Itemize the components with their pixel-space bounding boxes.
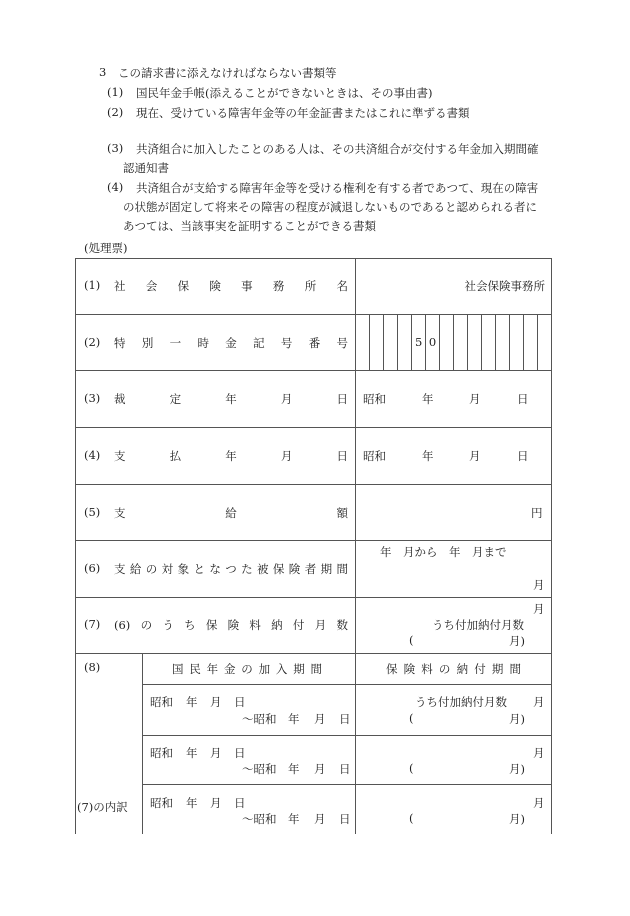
row-number: (4): [84, 448, 101, 462]
label-char: 支: [114, 506, 126, 520]
label-char: 記: [253, 336, 265, 350]
label-char: 支: [114, 562, 126, 576]
row-number: (1): [84, 278, 101, 292]
paren-close: 月): [509, 634, 525, 648]
payment-period-field[interactable]: [356, 685, 551, 735]
label-char: 一: [169, 336, 182, 350]
row-label: [114, 617, 348, 633]
label-char: 者: [304, 562, 317, 576]
row-number: (3): [84, 391, 101, 405]
label-char: 険: [288, 562, 301, 576]
paren-open: (: [409, 811, 414, 825]
item-3-text-line2: 認通知書: [123, 161, 169, 175]
digit-cell[interactable]: [440, 314, 454, 370]
label-char: 務: [272, 279, 285, 293]
to-year: 年: [288, 712, 300, 726]
label-char: 月: [314, 618, 327, 632]
label-char: 間: [336, 562, 348, 576]
item-1-text: 国民年金手帳(添えることができないときは、その事由書): [136, 86, 433, 100]
label-char: 社: [114, 279, 126, 293]
from-era: 昭和: [150, 746, 173, 760]
label-char: の: [145, 562, 158, 576]
to-day: 日: [339, 762, 351, 776]
label-char: 納: [271, 618, 283, 632]
from-month: 月: [210, 796, 222, 810]
table-left-border: [75, 258, 76, 834]
from-year: 年: [186, 695, 198, 709]
day-label: 日: [517, 392, 529, 406]
paren-open: (: [409, 711, 414, 725]
to-era: ～昭和: [242, 812, 277, 826]
label-char: 料: [249, 618, 261, 632]
from-month: 月: [210, 746, 222, 760]
label-char: 保: [272, 562, 285, 576]
header-char: の: [241, 662, 253, 676]
digit-cell[interactable]: 0: [428, 335, 437, 349]
item-3-text-line1: 共済組合に加入したことのある人は、その共済組合が交付する年金加入期間確: [136, 142, 539, 156]
digit-cell[interactable]: [481, 314, 495, 370]
header-char: 年: [206, 662, 219, 676]
label-char: 期: [320, 562, 333, 576]
label-char: の: [140, 618, 153, 632]
item-3-num: (3): [107, 141, 124, 155]
to-month: 月: [314, 812, 326, 826]
digit-cell[interactable]: [398, 314, 412, 370]
label-char: 付: [292, 618, 305, 632]
digit-cell[interactable]: [453, 314, 467, 370]
header-char: 険: [403, 662, 416, 676]
from-month: 月: [210, 695, 222, 709]
label-char: 被: [257, 562, 269, 576]
header-char: 付: [474, 662, 486, 676]
from-year: 年: [186, 746, 198, 760]
month-label: 月: [469, 392, 481, 406]
item-1-num: (1): [107, 85, 124, 99]
to-year: 年: [288, 762, 300, 776]
label-char: 日: [336, 392, 348, 406]
header-char: 納: [456, 662, 469, 676]
digit-cell[interactable]: [495, 314, 509, 370]
label-char: (6): [114, 618, 131, 632]
label-char: 保: [177, 279, 190, 293]
label-char: 支: [114, 449, 126, 463]
label-char: 保: [205, 618, 218, 632]
label-char: 名: [336, 279, 348, 293]
header-char: の: [438, 662, 451, 676]
label-char: 月: [280, 392, 293, 406]
section-heading: この請求書に添えなければならない書類等: [118, 66, 337, 80]
enrollment-period-header: [172, 661, 322, 677]
month-unit: 月: [533, 602, 545, 616]
row-label: [114, 391, 348, 407]
yen-unit: 円: [531, 506, 543, 520]
period-range-label: 年 月から 年 月まで: [380, 545, 507, 559]
section-number: 3: [99, 65, 107, 79]
to-era: ～昭和: [242, 762, 277, 776]
row-label: [114, 448, 348, 464]
row-divider: [75, 653, 552, 654]
label-char: つ: [225, 562, 237, 576]
label-char: 号: [280, 336, 293, 350]
header-char: 間: [310, 662, 322, 676]
form-caption: (処理票): [84, 241, 128, 255]
header-char: 間: [509, 662, 521, 676]
label-char: た: [241, 562, 253, 576]
label-char: 号: [336, 336, 348, 350]
header-char: 料: [421, 662, 433, 676]
header-char: 加: [258, 662, 271, 676]
label-char: 別: [141, 336, 154, 350]
digit-cell[interactable]: [467, 314, 481, 370]
table-right-border: [551, 258, 552, 834]
row-number: (6): [84, 561, 101, 575]
from-day: 日: [234, 695, 246, 709]
header-char: 期: [293, 662, 305, 676]
header-char: 国: [172, 662, 184, 676]
item-4-text-line2: の状態が固定して将来その障害の程度が減退しないものであると認められる者に: [123, 200, 537, 214]
digit-cell[interactable]: 5: [414, 335, 423, 349]
label-char: 特: [114, 336, 126, 350]
row-number: (7): [84, 617, 101, 631]
month-unit: 月: [533, 746, 545, 760]
label-char: 番: [308, 336, 321, 350]
era-label: 昭和: [363, 392, 386, 406]
label-char: 給: [129, 562, 142, 576]
item-2-text: 現在、受けている障害年金等の年金証書またはこれに準ずる書類: [136, 106, 470, 120]
digit-cell[interactable]: [509, 314, 523, 370]
digit-cell[interactable]: [523, 314, 537, 370]
label-char: 年: [225, 392, 237, 406]
label-char: 険: [227, 618, 240, 632]
label-char: と: [193, 562, 205, 576]
label-char: 会: [145, 279, 158, 293]
label-char: 所: [304, 279, 317, 293]
header-char: 期: [491, 662, 504, 676]
label-char: う: [162, 618, 174, 632]
payment-amount-field[interactable]: [356, 484, 551, 540]
header-char: 保: [386, 662, 398, 676]
additional-months-label: うち付加納付月数: [432, 618, 524, 632]
row-label: [114, 278, 348, 294]
additional-months-label: うち付加納付月数: [415, 695, 507, 709]
label-char: 給: [225, 506, 237, 520]
from-day: 日: [234, 796, 246, 810]
month-unit: 月: [533, 796, 545, 810]
label-char: 象: [177, 562, 190, 576]
month-label: 月: [469, 449, 481, 463]
item-4-text-line3: あつては、当該事実を証明することができる書類: [123, 219, 376, 233]
paren-close: 月): [509, 812, 525, 826]
year-label: 年: [422, 449, 434, 463]
label-char: 払: [169, 449, 182, 463]
to-month: 月: [314, 712, 326, 726]
label-char: 事: [241, 279, 253, 293]
day-label: 日: [517, 449, 529, 463]
digit-cells: [356, 314, 551, 370]
label-char: 月: [280, 449, 293, 463]
item-4-num: (4): [107, 180, 124, 194]
row-number: (8): [84, 660, 101, 674]
office-suffix: 社会保険事務所: [464, 279, 545, 293]
label-char: 数: [336, 618, 348, 632]
digit-cell[interactable]: [384, 314, 398, 370]
from-day: 日: [234, 746, 246, 760]
to-month: 月: [314, 762, 326, 776]
label-char: 時: [197, 336, 209, 350]
month-unit: 月: [533, 695, 545, 709]
label-char: 額: [336, 506, 348, 520]
from-era: 昭和: [150, 695, 173, 709]
label-char: 対: [161, 562, 174, 576]
enrollment-period-field[interactable]: [143, 685, 355, 735]
label-char: な: [209, 562, 221, 576]
item-2-num: (2): [107, 105, 124, 119]
digit-cell[interactable]: [356, 314, 370, 370]
to-year: 年: [288, 812, 300, 826]
to-day: 日: [339, 812, 351, 826]
year-label: 年: [422, 392, 434, 406]
label-char: 険: [209, 279, 221, 293]
label-char: 裁: [114, 392, 126, 406]
to-era: ～昭和: [242, 712, 277, 726]
row-label: [114, 335, 348, 351]
row-number: (2): [84, 335, 101, 349]
header-char: 金: [223, 662, 236, 676]
era-label: 昭和: [363, 449, 386, 463]
row-label: [114, 505, 348, 521]
label-char: 金: [225, 336, 237, 350]
label-char: 年: [225, 449, 237, 463]
item-4-text-line1: 共済組合が支給する障害年金等を受ける権利を有する者であつて、現在の障害: [136, 181, 539, 195]
paren-open: (: [409, 633, 414, 647]
row-label: [114, 561, 348, 577]
from-era: 昭和: [150, 796, 173, 810]
row-number: (5): [84, 505, 101, 519]
paren-close: 月): [509, 762, 525, 776]
label-char: ち: [184, 618, 196, 632]
paren-open: (: [409, 761, 414, 775]
digit-cell[interactable]: [537, 314, 551, 370]
label-char: 日: [336, 449, 348, 463]
header-char: 民: [189, 662, 201, 676]
label-char: 定: [169, 392, 182, 406]
payment-period-header: [386, 661, 521, 677]
month-unit: 月: [533, 578, 545, 592]
to-day: 日: [339, 712, 351, 726]
breakdown-side-label: (7)の内訳: [77, 800, 128, 814]
header-char: 入: [275, 662, 288, 676]
paren-close: 月): [509, 712, 525, 726]
digit-cell[interactable]: [370, 314, 384, 370]
from-year: 年: [186, 796, 198, 810]
